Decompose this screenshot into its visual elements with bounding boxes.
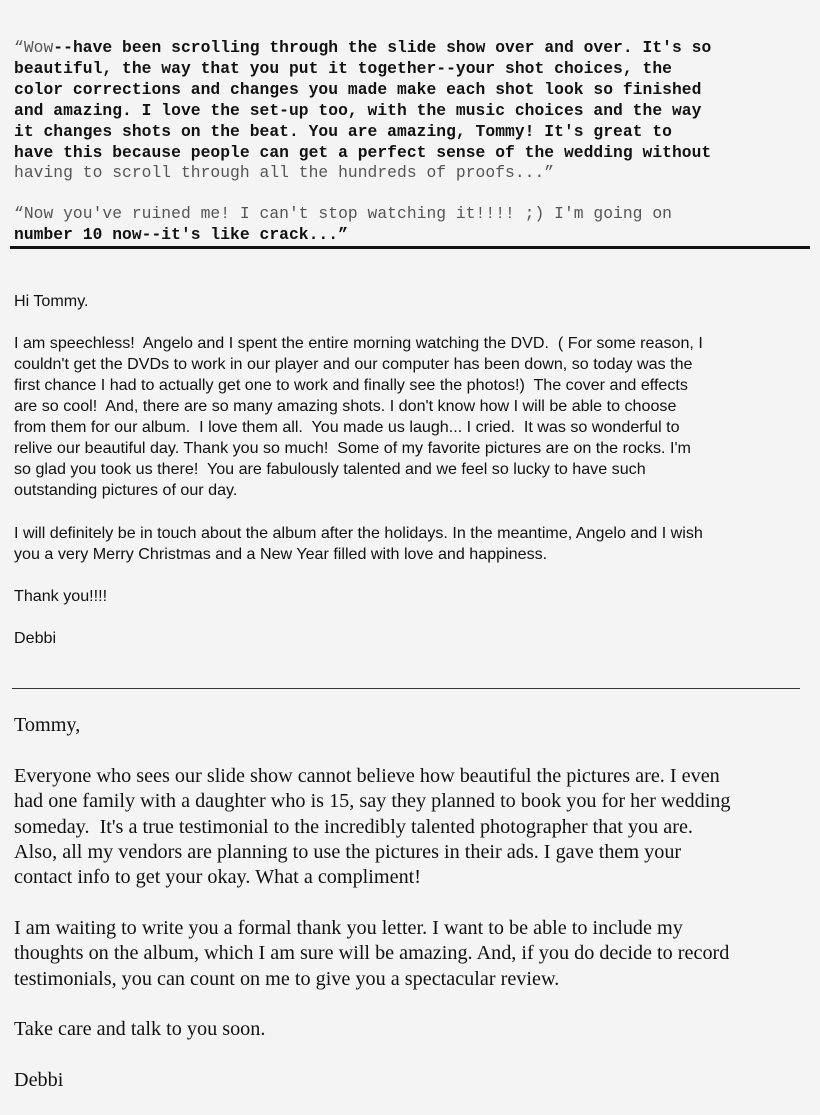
email-line: I will definitely be in touch about the album after the holidays. In the meantime, Angelo and I wish: [14, 524, 703, 542]
email-line: are so cool! And, there are so many amazing shots. I don't know how I will be able to choose: [14, 397, 677, 415]
quote-line: having to scroll through all the hundreds of proofs...”: [14, 163, 555, 183]
email-line: someday. It's a true testimonial to the incredibly talented photographer that you are.: [14, 815, 693, 838]
quote-line: it changes shots on the beat. You are amazing, Tommy! It's great to: [14, 121, 672, 141]
email-paragraph-2: [14, 916, 729, 992]
email-line: thoughts on the album, which I am sure will be amazing. And, if you do decide to record: [14, 942, 730, 965]
email-line: testimonials, you can count on me to give you a spectacular review.: [14, 967, 560, 990]
quote-open-fragment: “Wow: [14, 38, 54, 57]
quote-line: beautiful, the way that you put it together--your shot choices, the: [14, 58, 672, 78]
section-divider-thin: [12, 688, 800, 689]
email-line: so glad you took us there! You are fabulously talented and we feel so lucky to have such: [14, 460, 646, 478]
email-paragraph-2: [14, 523, 703, 565]
email-paragraph-1: [14, 333, 703, 501]
email-line: you a very Merry Christmas and a New Year filled with love and happiness.: [14, 545, 548, 563]
section-divider-thick: [10, 246, 810, 249]
testimonial-quote-1: [14, 38, 814, 184]
email-line: first chance I had to actually get one to work and finally see the photos!) The cover and effects: [14, 376, 688, 394]
email-line: couldn't get the DVDs to work in our player and our computer has been down, so today was the: [14, 355, 693, 373]
email-line: Everyone who sees our slide show cannot believe how beautiful the pictures are. I even: [14, 765, 720, 787]
email-thanks: Thank you!!!!: [14, 587, 108, 605]
quote-block-1: [14, 38, 814, 184]
email-line: relive our beautiful day. Thank you so much! Some of my favorite pictures are on the rocks. I'm: [14, 439, 691, 457]
email-signature: Debbi: [14, 629, 57, 647]
quote-line: [14, 38, 814, 59]
email-signature: Debbi: [14, 1069, 64, 1091]
email-line: I am waiting to write you a formal thank you letter. I want to be able to include my: [14, 917, 683, 939]
email-line: contact info to get your okay. What a compliment!: [14, 866, 421, 889]
email-line: from them for our album. I love them all. You made us laugh... I cried. It was so wonderful to: [14, 418, 680, 436]
email-line: outstanding pictures of our day.: [14, 481, 238, 499]
email-line: had one family with a daughter who is 15, say they planned to book you for her wedding: [14, 790, 731, 813]
email-greeting: Tommy,: [14, 714, 81, 736]
quote-line: number 10 now--it's like crack...”: [14, 224, 348, 244]
email-line: Also, all my vendors are planning to use the pictures in their ads. I gave them your: [14, 840, 682, 863]
quote-line: “Now you've ruined me! I can't stop watching it!!!! ;) I'm going on: [14, 204, 672, 223]
email-closing: Take care and talk to you soon.: [14, 1018, 266, 1040]
email-greeting: Hi Tommy.: [14, 292, 89, 310]
quote-line: color corrections and changes you made make each shot look so finished: [14, 79, 702, 99]
email-line: I am speechless! Angelo and I spent the entire morning watching the DVD. ( For some reason, I: [14, 334, 703, 352]
quote-line: and amazing. I love the set-up too, with the music choices and the way: [14, 100, 702, 120]
quote-rest-fragment: --have been scrolling through the slide show over and over. It's so: [53, 38, 712, 57]
email-paragraph-1: [14, 764, 731, 890]
testimonial-quote-2: [14, 204, 672, 246]
quote-line: have this because people can get a perfect sense of the wedding without: [14, 142, 712, 162]
